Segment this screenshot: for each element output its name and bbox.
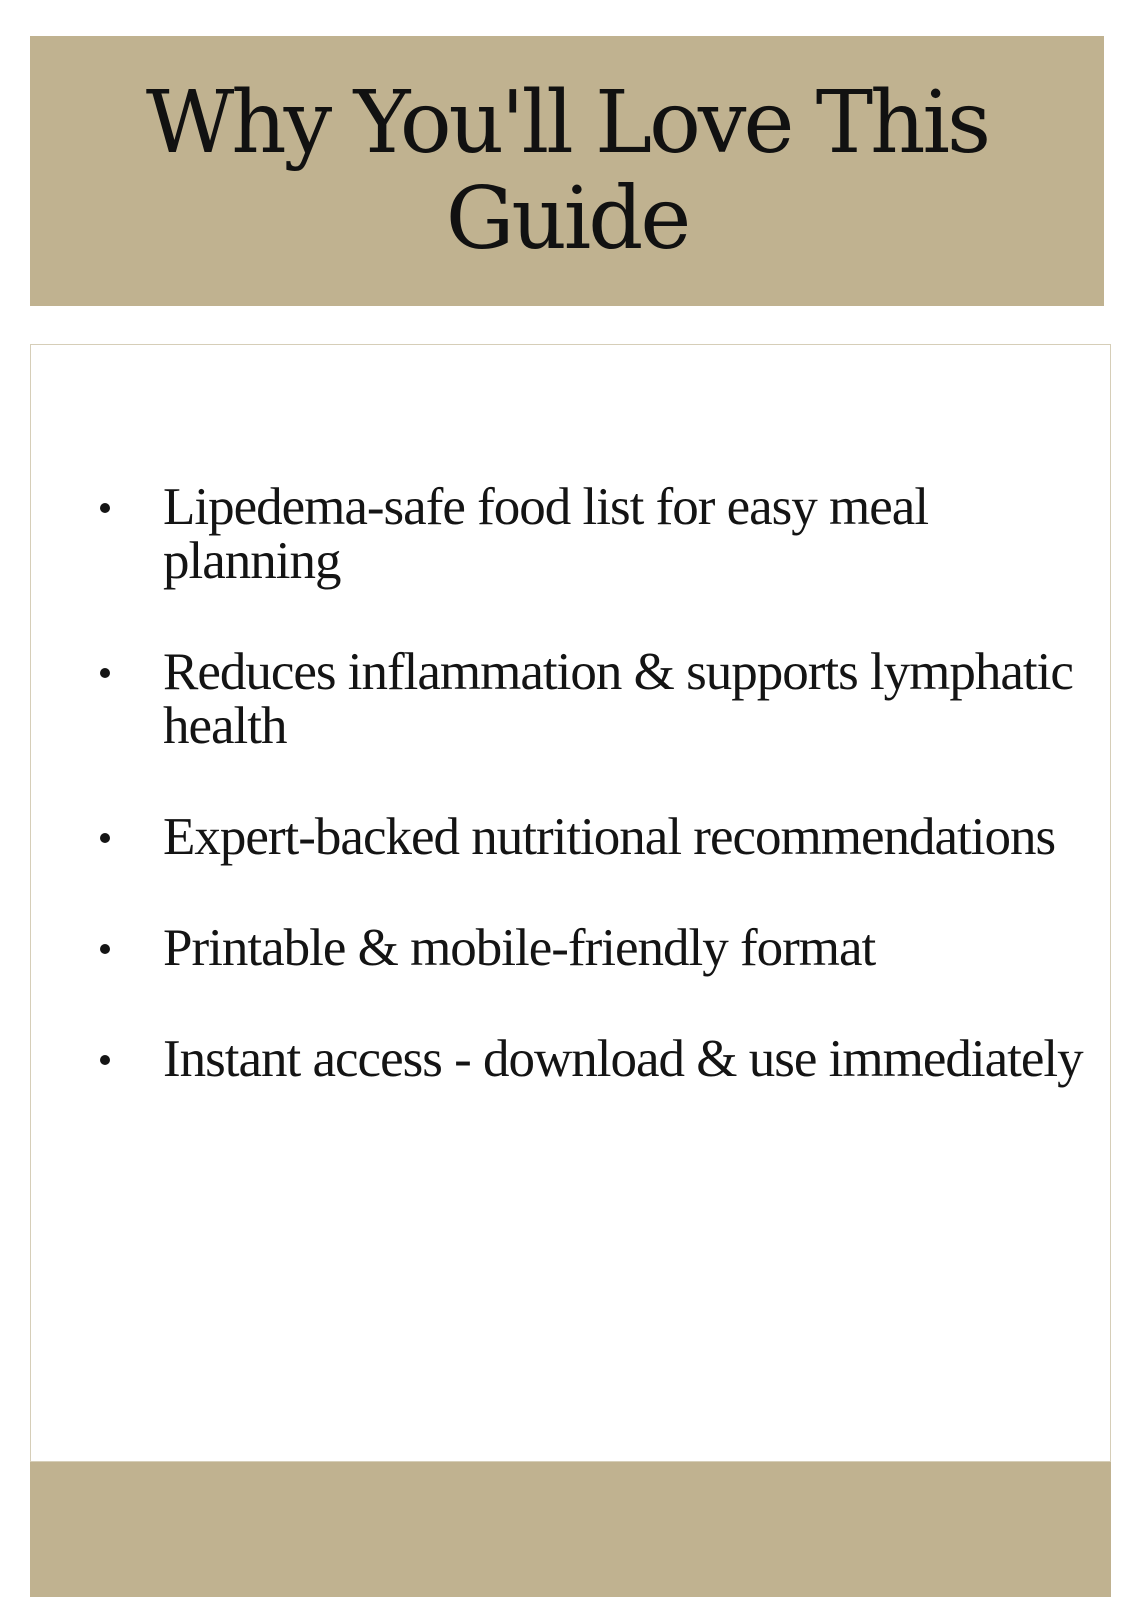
benefits-list bbox=[86, 480, 1096, 1086]
page-title: Why You'll Love This Guide bbox=[145, 73, 989, 269]
bullet-icon bbox=[100, 503, 110, 513]
benefit-text: Printable & mobile-friendly format bbox=[163, 919, 876, 977]
bullet-icon bbox=[100, 668, 110, 678]
benefit-text: Instant access - download & use immediately bbox=[163, 1030, 1083, 1088]
benefit-item bbox=[86, 1032, 1096, 1086]
bullet-icon bbox=[100, 944, 110, 954]
benefit-item bbox=[86, 921, 1096, 975]
benefit-text: Expert-backed nutritional recommendations bbox=[163, 808, 1056, 866]
footer-band bbox=[30, 1462, 1111, 1597]
benefits-panel bbox=[30, 344, 1111, 1462]
bullet-icon bbox=[100, 1055, 110, 1065]
benefit-text: Lipedema-safe food list for easy meal planning bbox=[163, 478, 929, 590]
bullet-icon bbox=[100, 833, 110, 843]
benefit-text: Reduces inflammation & supports lymphatic health bbox=[163, 643, 1073, 755]
benefit-item bbox=[86, 480, 1096, 588]
benefit-item bbox=[86, 810, 1096, 864]
benefit-item bbox=[86, 645, 1096, 753]
title-banner bbox=[30, 36, 1104, 306]
